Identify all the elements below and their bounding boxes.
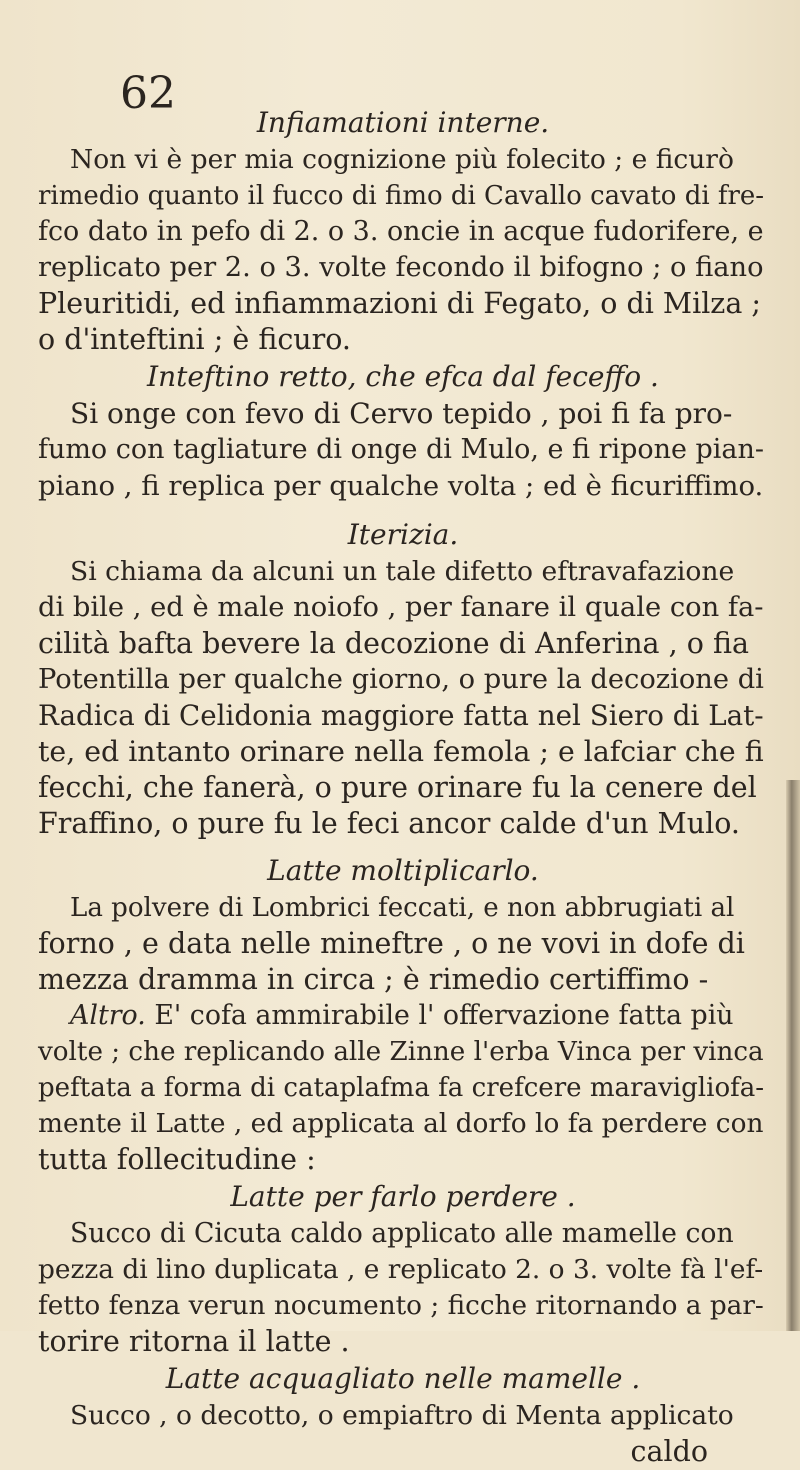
text-line: Radica di Celidonia maggiore fatta nel Siero di Lat- — [38, 699, 764, 732]
section-lead: Altro. — [70, 1000, 146, 1031]
section-title: Latte acquagliato nelle mamelle . — [165, 1362, 641, 1395]
page-number: 62 — [120, 68, 176, 119]
text-line: Pleuritidi, ed infiammazioni di Fegato, o di Milza ; — [38, 287, 761, 320]
section-body — [38, 1216, 768, 1360]
text-line: Potentilla per qualche giorno, o pure la decozione di — [38, 664, 764, 695]
text-line: Succo di Cicuta caldo applicato alle mamelle con — [70, 1218, 734, 1249]
text-line: peftata a forma di cataplafma fa crefcere maravigliofa- — [38, 1073, 765, 1103]
text-line: pezza di lino duplicata , e replicato 2. o 3. volte fà l'ef- — [38, 1255, 764, 1285]
page-content — [38, 104, 768, 1470]
text-line: forno , e data nelle mineftre , o ne vovi in dofe di — [38, 927, 745, 960]
section-title: Inteftino retto, che efca dal feceffo . — [147, 360, 659, 393]
text-line: mente il Latte , ed applicata al dorfo lo fa perdere con — [38, 1109, 764, 1139]
text-line: Si chiama da alcuni un tale difetto eftravafazione — [70, 556, 735, 587]
text-line: Si onge con fevo di Cervo tepido , poi fi fa pro- — [70, 397, 733, 430]
text-line: piano , fi replica per qualche volta ; ed è ficuriffimo. — [38, 470, 764, 502]
text-line: Succo , o decotto, o empiaftro di Menta applicato — [70, 1400, 734, 1431]
section-body — [38, 1398, 768, 1470]
next-page-edge — [786, 780, 800, 1331]
text-line: mezza dramma in circa ; è rimedio certiffimo - — [38, 963, 709, 996]
section-body — [38, 142, 768, 358]
section-title: Infiamationi interne. — [256, 106, 550, 139]
text-line: te, ed intanto orinare nella femola ; e lafciar che fi — [38, 735, 764, 768]
catchword: caldo — [630, 1435, 708, 1468]
text-line: o d'inteftini ; è ficuro. — [38, 323, 351, 356]
text-line: La polvere di Lombrici feccati, e non abbrugiati al — [70, 893, 735, 923]
section-title: Latte moltiplicarlo. — [267, 854, 539, 887]
text-line: Non vi è per mia cognizione più folecito ; e ficurò — [70, 144, 734, 175]
text-line: torire ritorna il latte . — [38, 1325, 350, 1358]
text-line: fetto fenza verun nocumento ; ficche ritornando a par- — [38, 1291, 764, 1321]
text-line: replicato per 2. o 3. volte fecondo il bifogno ; o fiano — [38, 252, 764, 283]
text-line: Fraffino, o pure fu le feci ancor calde d'un Mulo. — [38, 807, 740, 840]
section-body — [38, 396, 768, 504]
text-line: rimedio quanto il fucco di fimo di Cavallo cavato di fre- — [38, 181, 765, 211]
text-line: cilità bafta bevere la decozione di Anferina , o fia — [38, 627, 749, 660]
section-body — [38, 998, 768, 1178]
text-line: di bile , ed è male noiofo , per fanare il quale con fa- — [38, 592, 764, 623]
section-body — [38, 554, 768, 842]
text-line: fecchi, che fanerà, o pure orinare fu la cenere del — [38, 771, 757, 804]
text-line: fco dato in pefo di 2. o 3. oncie in acque fudorifere, e — [38, 216, 764, 247]
section-title: Latte per farlo perdere . — [230, 1180, 576, 1213]
text-line: tutta follecitudine : — [38, 1143, 316, 1176]
section-title: Iterizia. — [347, 518, 459, 551]
text-line — [38, 998, 768, 1034]
text-line: fumo con tagliature di onge di Mulo, e fi ripone pian- — [38, 434, 764, 465]
text-line: volte ; che replicando alle Zinne l'erba Vinca per vinca — [38, 1037, 764, 1067]
section-body — [38, 890, 768, 998]
text-line-rest: E' cofa ammirabile l' offervazione fatta più — [154, 1000, 734, 1031]
